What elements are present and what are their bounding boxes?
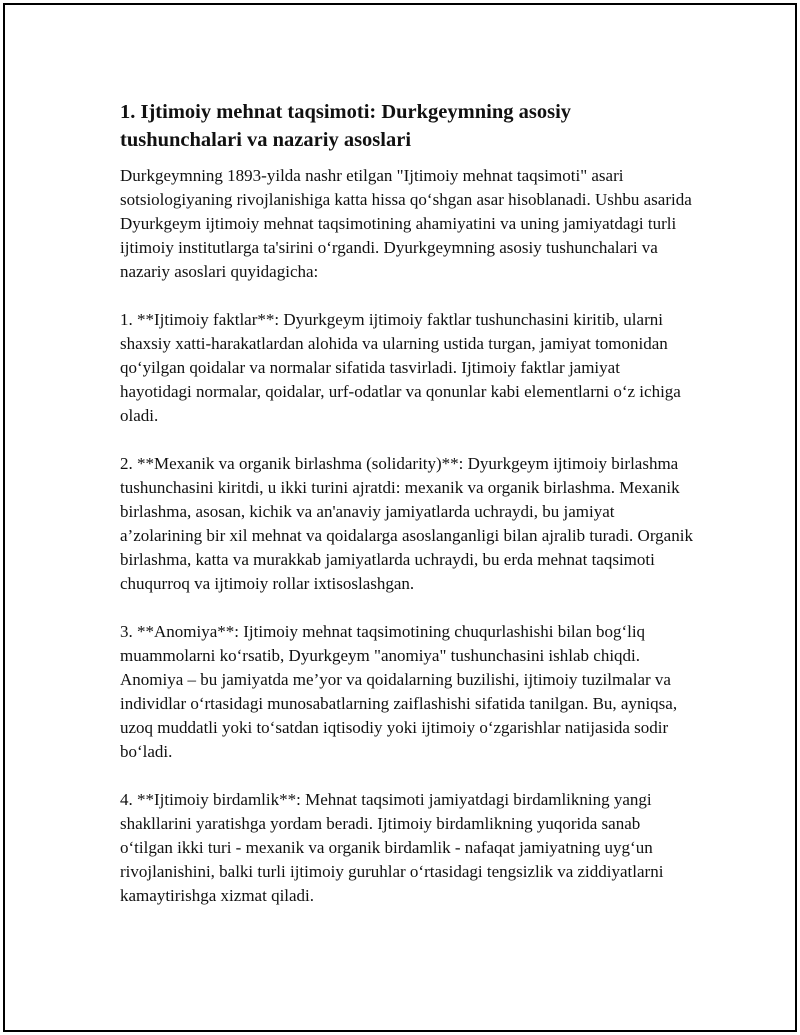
paragraph-social-cohesion: 4. **Ijtimoiy birdamlik**: Mehnat taqsimoti jamiyatdagi birdamlikning yangi shakllarini yaratishga yordam beradi. Ijtimoiy birdamlikning yuqorida sanab o‘tilgan ikki turi - mexanik va organik birdamlik - nafaqat jamiyatning uyg‘un rivojlanishini, balki turli ijtimoiy guruhlar o‘rtasidagi tengsizlik va ziddiyatlarni kamaytirishga xizmat qiladi. (120, 790, 664, 905)
document-content (120, 98, 695, 932)
intro-paragraph: Durkgeymning 1893-yilda nashr etilgan "Ijtimoiy mehnat taqsimoti" asari sotsiologiyaning rivojlanishiga katta hissa qo‘shgan asar hisoblanadi. Ushbu asarida Dyurkgeym ijtimoiy mehnat taqsimotining ahamiyatini va uning jamiyatdagi turli ijtimoiy institutlarga ta'sirini o‘rgandi. Dyurkgeymning asosiy tushunchalari va nazariy asoslari quyidagicha: (120, 166, 692, 281)
document-page (3, 3, 797, 1032)
paragraph-social-facts: 1. **Ijtimoiy faktlar**: Dyurkgeym ijtimoiy faktlar tushunchasini kiritib, ularni shaxsiy xatti-harakatlardan alohida va ularning ustida turgan, jamiyat tomonidan qo‘yilgan qoidalar va normalar sifatida tasvirladi. Ijtimoiy faktlar jamiyat hayotidagi normalar, qoidalar, urf-odatlar va qonunlar kabi elementlarni o‘z ichiga oladi. (120, 310, 681, 425)
section-heading: 1. Ijtimoiy mehnat taqsimoti: Durkgeymning asosiy tushunchalari va nazariy asoslari (120, 101, 572, 151)
paragraph-solidarity: 2. **Mexanik va organik birlashma (solidarity)**: Dyurkgeym ijtimoiy birlashma tushunchasini kiritdi, u ikki turini ajratdi: mexanik va organik birlashma. Mexanik birlashma, asosan, kichik va an'anaviy jamiyatlarda uchraydi, bu jamiyat a’zolarining bir xil mehnat va qoidalarga asoslanganligi bilan ajralib turadi. Organik birlashma, katta va murakkab jamiyatlarda uchraydi, bu erda mehnat taqsimoti chuqurroq va ijtimoiy rollar ixtisoslashgan. (120, 454, 693, 593)
paragraph-anomie: 3. **Anomiya**: Ijtimoiy mehnat taqsimotining chuqurlashishi bilan bog‘liq muammolarni ko‘rsatib, Dyurkgeym "anomiya" tushunchasini ishlab chiqdi. Anomiya – bu jamiyatda me’yor va qoidalarning buzilishi, ijtimoiy tuzilmalar va individlar o‘rtasidagi munosabatlarning zaiflashishi sifatida tanilgan. Bu, ayniqsa, uzoq muddatli yoki to‘satdan iqtisodiy yoki ijtimoiy o‘zgarishlar natijasida sodir bo‘ladi. (120, 622, 678, 761)
